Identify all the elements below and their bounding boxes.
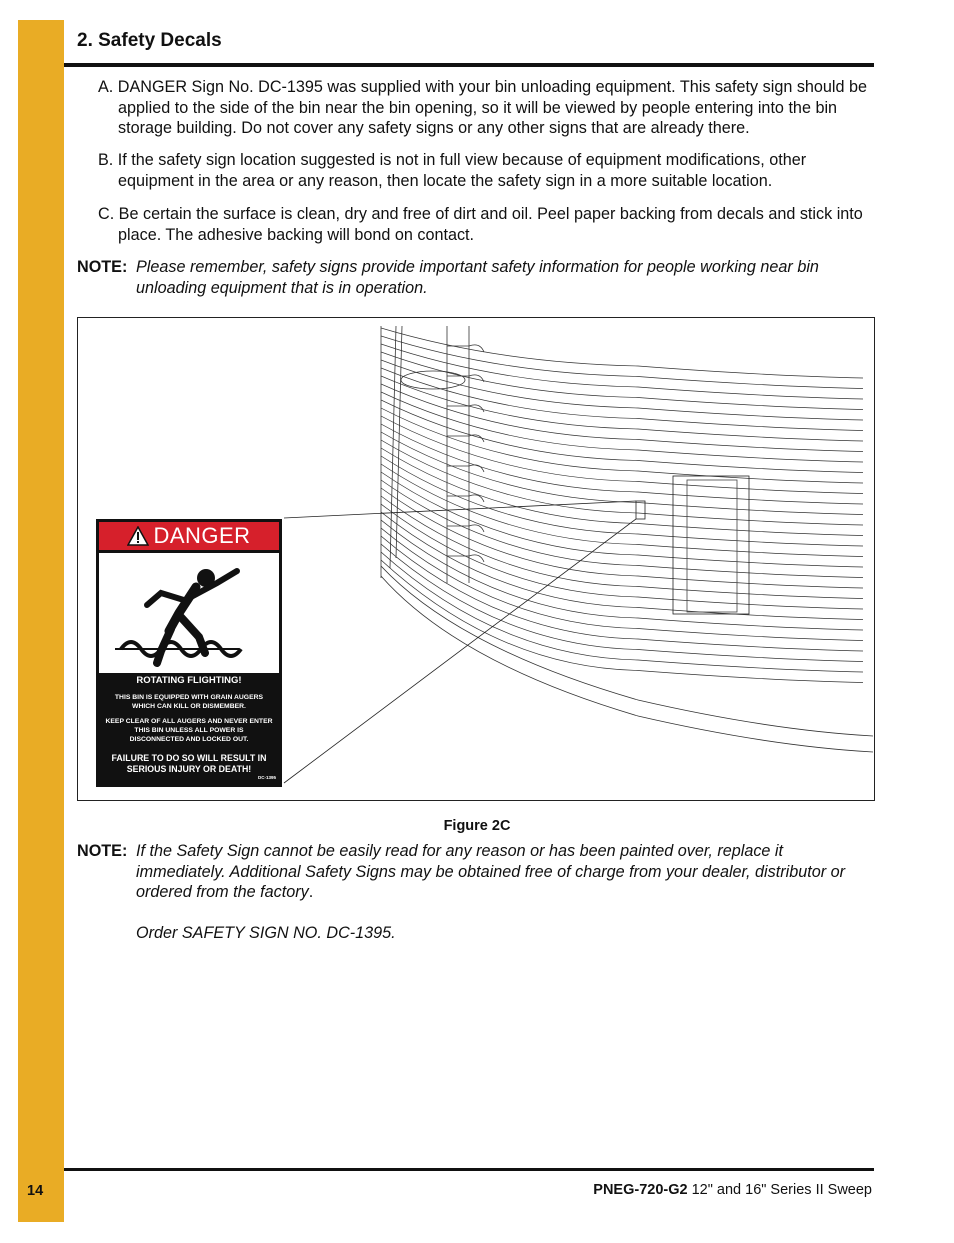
decal-warning-1b: WHICH CAN KILL OR DISMEMBER.	[132, 703, 246, 710]
page-number: 14	[27, 1183, 44, 1199]
bin-ring-line	[381, 368, 863, 431]
note2-label: NOTE:	[77, 842, 128, 860]
bin-ring-line	[381, 544, 863, 662]
auger-hazard-pictogram	[99, 553, 279, 673]
bin-ring-line	[381, 464, 863, 557]
note2-order: Order SAFETY SIGN NO. DC-1395.	[136, 924, 396, 942]
bin-ring-line	[381, 456, 863, 546]
decal-warning-3b: SERIOUS INJURY OR DEATH!	[126, 764, 252, 774]
danger-word: DANGER	[153, 523, 251, 548]
section-title: 2. Safety Decals	[77, 30, 222, 51]
ladder-rung	[447, 555, 484, 562]
footer-doc-name: 12" and 16" Series II Sweep	[687, 1182, 872, 1198]
decal-warning-3a: FAILURE TO DO SO WILL RESULT IN	[111, 753, 267, 763]
note-replace-sign	[77, 841, 877, 944]
ladder-rung	[447, 495, 484, 502]
decal-warning-2	[96, 717, 282, 744]
note-label: NOTE:	[77, 258, 128, 276]
decal-warning-1	[96, 693, 282, 711]
paragraph-b	[98, 150, 878, 191]
paragraph-c	[98, 204, 878, 245]
bin-ring-line	[381, 472, 863, 567]
decal-warning-2a: KEEP CLEAR OF ALL AUGERS AND NEVER ENTER	[105, 718, 273, 725]
paragraph-a	[98, 77, 878, 139]
footer-doc-title	[593, 1182, 872, 1198]
bin-ring-line	[381, 328, 863, 378]
warning-triangle-icon	[127, 526, 149, 546]
falling-person-icon	[99, 553, 279, 673]
figure-caption: Figure 2C	[443, 818, 511, 834]
note-text: Please remember, safety signs provide important safety information for people working near bin unloading equipment that is in operation.	[136, 258, 819, 297]
bin-ring-line	[381, 488, 863, 588]
bin-ring-line	[381, 392, 863, 462]
bin-ring-line	[381, 352, 863, 410]
bin-ring-line	[381, 416, 863, 494]
danger-decal	[96, 519, 282, 787]
bin-ring-line	[381, 344, 863, 399]
bin-ring-line	[381, 536, 863, 651]
decal-warning-2c: DISCONNECTED AND LOCKED OUT.	[129, 736, 249, 743]
bin-ring-line	[381, 408, 863, 483]
figure-2c	[77, 317, 875, 801]
bin-ring-line	[381, 336, 863, 389]
paragraph-c-text: C. Be certain the surface is clean, dry and free of dirt and oil. Peel paper backing from decals and stick into place. The adhesive backing will bond on contact.	[98, 205, 863, 244]
bin-ring-line	[381, 552, 863, 672]
bin-ring-line	[381, 496, 863, 599]
note-safety-info	[77, 257, 877, 298]
note2-text-body: If the Safety Sign cannot be easily read for any reason or has been painted over, replace it immediately. Additional Safety Signs may be obtained free of charge from your dealer, distributor or ordered from the factory	[136, 842, 846, 901]
danger-decal-header	[99, 522, 279, 550]
ladder-rung	[447, 375, 484, 382]
note2-text	[136, 841, 877, 903]
decal-warning-2b: THIS BIN UNLESS ALL POWER IS	[134, 727, 244, 734]
footer-doc-code: PNEG-720-G2	[593, 1182, 688, 1198]
bin-ring-line	[381, 504, 863, 609]
decal-headline: ROTATING FLIGHTING!	[136, 675, 242, 686]
page-sidebar-bar	[18, 20, 64, 1222]
header-rule	[64, 63, 874, 67]
paragraph-b-text: B. If the safety sign location suggested is not in full view because of equipment modifications, other equipment in the area or any reason, then locate the safety sign in a more suitable location.	[98, 151, 807, 190]
bin-ring-line	[381, 432, 863, 515]
paragraph-a-text: A. DANGER Sign No. DC-1395 was supplied with your bin unloading equipment. This safety sign should be applied to the side of the bin near the bin opening, so it will be viewed by people entering into the bin storage building. Do not cover any safety signs or any other signs that are already there.	[98, 78, 868, 137]
footer-rule	[64, 1168, 874, 1171]
bin-ring-line	[381, 512, 863, 620]
decal-warning-3	[96, 753, 282, 775]
decal-code: DC-1395	[257, 775, 276, 780]
note2-text-end: .	[308, 883, 314, 901]
decal-warning-1a: THIS BIN IS EQUIPPED WITH GRAIN AUGERS	[114, 694, 264, 701]
